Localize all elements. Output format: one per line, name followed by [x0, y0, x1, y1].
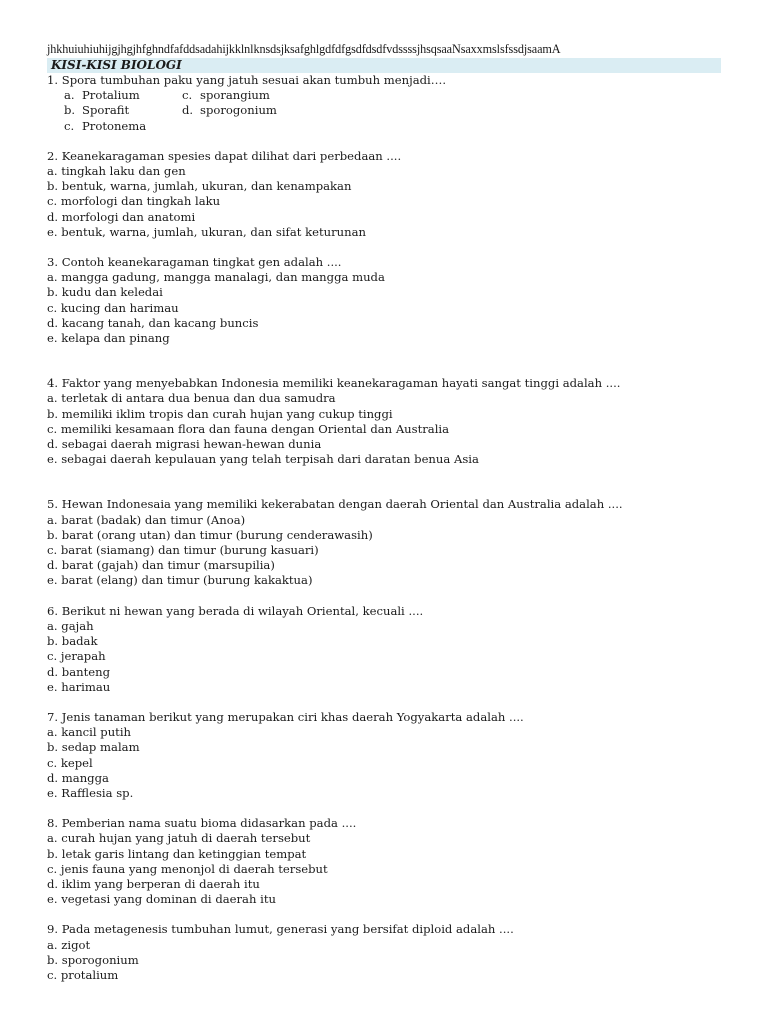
option-a: a. kancil putih — [47, 725, 132, 740]
question-stem: 6. Berikut ni hewan yang berada di wilayah Oriental, kecuali .... — [47, 603, 424, 618]
question-stem: 7. Jenis tanaman berikut yang merupakan ciri khas daerah Yogyakarta adalah .... — [47, 709, 524, 724]
question-stem: 8. Pemberian nama suatu bioma didasarkan pada .... — [47, 816, 357, 831]
option-b: b. sedap malam — [47, 740, 140, 755]
option-a: a. tingkah laku dan gen — [47, 164, 186, 179]
option-d: d. morfologi dan anatomi — [47, 209, 196, 224]
option-b: b. bentuk, warna, jumlah, ukuran, dan kenampakan — [47, 179, 352, 194]
document-title: KISI-KISI BIOLOGI — [47, 58, 721, 73]
question-6 — [47, 604, 727, 695]
option-d: d. iklim yang berperan di daerah itu — [47, 876, 260, 891]
option-b: b. letak garis lintang dan ketinggian tempat — [47, 846, 307, 861]
question-1-options — [47, 88, 727, 134]
option-c: c. jerapah — [47, 649, 106, 664]
option-d: d. barat (gajah) dan timur (marsupilia) — [47, 558, 275, 573]
header-garbled-line: jhkhuiuhiuhijgjhgjhfghndfafddsadahijkklnlknsdsjksafghlgdfdfgsdfdsdfvdssssjhsqsaaNsaxxmslsfssdjsaamA — [47, 42, 561, 56]
option-c: c. protalium — [47, 967, 119, 982]
option-e: e. vegetasi yang dominan di daerah itu — [47, 892, 276, 907]
question-8 — [47, 816, 727, 907]
question-7 — [47, 710, 727, 801]
question-stem: 4. Faktor yang menyebabkan Indonesia memiliki keanekaragaman hayati sangat tinggi adalah .... — [47, 376, 621, 391]
option-c: c. morfologi dan tingkah laku — [47, 194, 221, 209]
option-b: b. barat (orang utan) dan timur (burung cenderawasih) — [47, 527, 373, 542]
option-b: b. kudu dan keledai — [47, 285, 163, 300]
question-2 — [47, 149, 727, 240]
question-stem: 5. Hewan Indonesaia yang memiliki kekerabatan dengan daerah Oriental dan Australia adalah .... — [47, 497, 623, 512]
question-stem: 3. Contoh keanekaragaman tingkat gen adalah .... — [47, 255, 342, 270]
option-c: c. kucing dan harimau — [47, 300, 179, 315]
option-e: e. bentuk, warna, jumlah, ukuran, dan sifat keturunan — [47, 224, 366, 239]
option-a: a. zigot — [47, 937, 91, 952]
option-a: a. gajah — [47, 618, 94, 633]
option-e: e. sebagai daerah kepulauan yang telah terpisah dari daratan benua Asia — [47, 452, 479, 467]
option-d: d. kacang tanah, dan kacang buncis — [47, 315, 259, 330]
option-d: d. banteng — [47, 664, 111, 679]
option-a: a. barat (badak) dan timur (Anoa) — [47, 512, 246, 527]
option-a: a. curah hujan yang jatuh di daerah tersebut — [47, 831, 311, 846]
option-d: d. mangga — [47, 770, 109, 785]
option-c: c. jenis fauna yang menonjol di daerah tersebut — [47, 861, 328, 876]
option-d: d. sebagai daerah migrasi hewan-hewan dunia — [47, 437, 322, 452]
question-stem: 1. Spora tumbuhan paku yang jatuh sesuai akan tumbuh menjadi…. — [47, 73, 447, 87]
option-c: c. memiliki kesamaan flora dan fauna dengan Oriental dan Australia — [47, 421, 450, 436]
option-c-second: c. Protonema — [64, 118, 147, 133]
option-b: b. Sporafit — [64, 103, 130, 118]
option-b: b. memiliki iklim tropis dan curah hujan yang cukup tinggi — [47, 406, 393, 421]
question-1 — [47, 73, 727, 134]
option-c: c. sporangium — [182, 88, 270, 103]
option-e: e. kelapa dan pinang — [47, 331, 170, 346]
option-a: a. mangga gadung, mangga manalagi, dan mangga muda — [47, 270, 385, 285]
option-b: b. sporogonium — [47, 952, 139, 967]
question-4 — [47, 376, 727, 467]
question-3 — [47, 255, 727, 346]
option-c: c. barat (siamang) dan timur (burung kasuari) — [47, 543, 319, 558]
option-a: a. terletak di antara dua benua dan dua samudra — [47, 391, 336, 406]
option-c: c. kepel — [47, 755, 93, 770]
option-b: b. badak — [47, 634, 98, 649]
question-stem: 9. Pada metagenesis tumbuhan lumut, generasi yang bersifat diploid adalah .... — [47, 922, 514, 937]
document-page — [47, 42, 727, 983]
option-e: e. harimau — [47, 679, 111, 694]
question-9 — [47, 922, 727, 983]
option-e: e. barat (elang) dan timur (burung kakaktua) — [47, 573, 313, 588]
option-e: e. Rafflesia sp. — [47, 785, 134, 800]
option-a: a. Protalium — [64, 88, 140, 103]
option-d: d. sporogonium — [182, 103, 277, 118]
question-5 — [47, 497, 727, 588]
question-stem: 2. Keanekaragaman spesies dapat dilihat dari perbedaan .... — [47, 148, 402, 163]
